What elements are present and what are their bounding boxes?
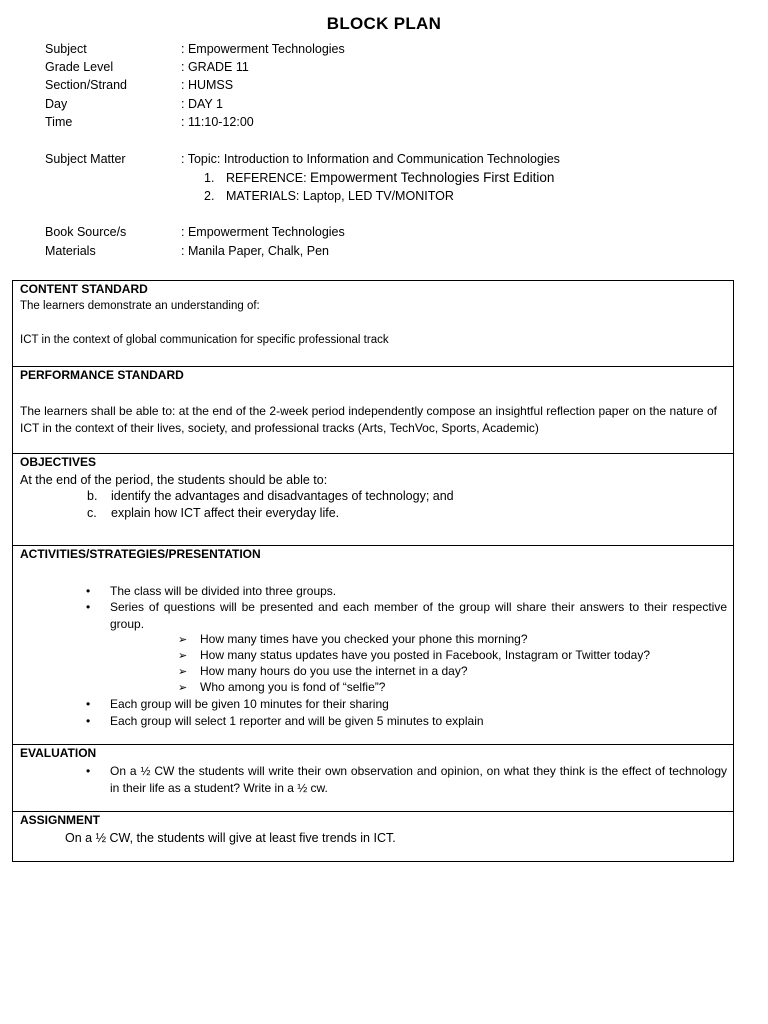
info-label: Subject Matter: [45, 152, 126, 166]
item-label: MATERIALS: Laptop, LED TV/MONITOR: [226, 189, 454, 203]
info-label: Book Source/s: [45, 225, 127, 239]
bullet-icon: •: [86, 584, 91, 598]
section-heading: CONTENT STANDARD: [20, 282, 148, 296]
item-number: 2.: [204, 189, 215, 203]
item-label: REFERENCE:: [226, 171, 311, 185]
item-number: 1.: [204, 171, 215, 185]
info-value: : 11:10-12:00: [181, 115, 254, 129]
item-value: Empowerment Technologies First Edition: [310, 170, 555, 185]
question-item: How many times have you checked your phone this morning?: [200, 632, 528, 646]
objective-letter: c.: [87, 506, 97, 520]
evaluation-text: On a ½ CW the students will write their own observation and opinion, on what they think is the effect of technology in their life as a student? Write in a ½ cw.: [110, 764, 727, 795]
info-value: : Empowerment Technologies: [181, 225, 345, 239]
arrow-bullet-icon: ➢: [178, 650, 188, 662]
info-label: Time: [45, 115, 73, 129]
section-heading: PERFORMANCE STANDARD: [20, 368, 184, 382]
info-label: Day: [45, 97, 68, 111]
info-label: Grade Level: [45, 60, 114, 74]
section-heading: ACTIVITIES/STRATEGIES/PRESENTATION: [20, 547, 261, 561]
content-standard-section: [13, 281, 733, 367]
bullet-icon: •: [86, 714, 91, 728]
assignment-section: [13, 812, 733, 862]
objectives-intro: At the end of the period, the students should be able to:: [20, 473, 328, 487]
info-label: Materials: [45, 244, 96, 258]
info-value: : DAY 1: [181, 97, 223, 111]
info-label: Section/Strand: [45, 78, 127, 92]
performance-standard-text: The learners shall be able to: at the end of the 2-week period independently compose an insightful reflection paper on the nature of ICT in the context of their lives, society, and professional tracks (Arts, TechVoc, Sports, Academic): [20, 404, 717, 435]
section-heading: ASSIGNMENT: [20, 813, 101, 827]
performance-standard-section: [13, 367, 733, 454]
activity-item: Series of questions will be presented and each member of the group will share their answers to their respective group.: [110, 600, 727, 631]
info-value: : Empowerment Technologies: [181, 42, 345, 56]
bullet-icon: •: [86, 600, 91, 614]
objective-text: explain how ICT affect their everyday life.: [111, 506, 340, 520]
objective-text: identify the advantages and disadvantages of technology; and: [111, 489, 454, 503]
question-item: How many status updates have you posted in Facebook, Instagram or Twitter today?: [200, 648, 651, 662]
info-value: : GRADE 11: [181, 60, 249, 74]
activities-section: [13, 546, 733, 745]
activity-item: Each group will select 1 reporter and will be given 5 minutes to explain: [110, 714, 484, 728]
content-standard-intro: The learners demonstrate an understanding of:: [20, 300, 260, 312]
activity-item: Each group will be given 10 minutes for their sharing: [110, 697, 389, 711]
bullet-icon: •: [86, 697, 91, 711]
info-value: : HUMSS: [181, 78, 234, 92]
section-heading: OBJECTIVES: [20, 455, 97, 469]
bullet-icon: •: [86, 764, 91, 778]
objectives-section: [13, 454, 733, 546]
assignment-text: On a ½ CW, the students will give at least five trends in ICT.: [65, 831, 396, 845]
arrow-bullet-icon: ➢: [178, 666, 188, 678]
question-item: How many hours do you use the internet in a day?: [200, 664, 468, 678]
arrow-bullet-icon: ➢: [178, 634, 188, 646]
info-label: Subject: [45, 42, 87, 56]
objective-letter: b.: [87, 489, 98, 503]
page-title: BLOCK PLAN: [326, 14, 442, 33]
evaluation-section: [13, 745, 733, 812]
arrow-bullet-icon: ➢: [178, 682, 188, 694]
subject-matter-item: [204, 170, 554, 185]
section-heading: EVALUATION: [20, 746, 97, 760]
question-item: Who among you is fond of “selfie”?: [200, 680, 386, 694]
content-standard-text: ICT in the context of global communication for specific professional track: [20, 334, 389, 346]
plan-table: [12, 280, 734, 862]
activity-item: The class will be divided into three groups.: [110, 584, 337, 598]
info-value: : Manila Paper, Chalk, Pen: [181, 244, 329, 258]
info-value: : Topic: Introduction to Information and Communication Technologies: [181, 152, 560, 166]
subject-matter-item: [204, 189, 454, 203]
